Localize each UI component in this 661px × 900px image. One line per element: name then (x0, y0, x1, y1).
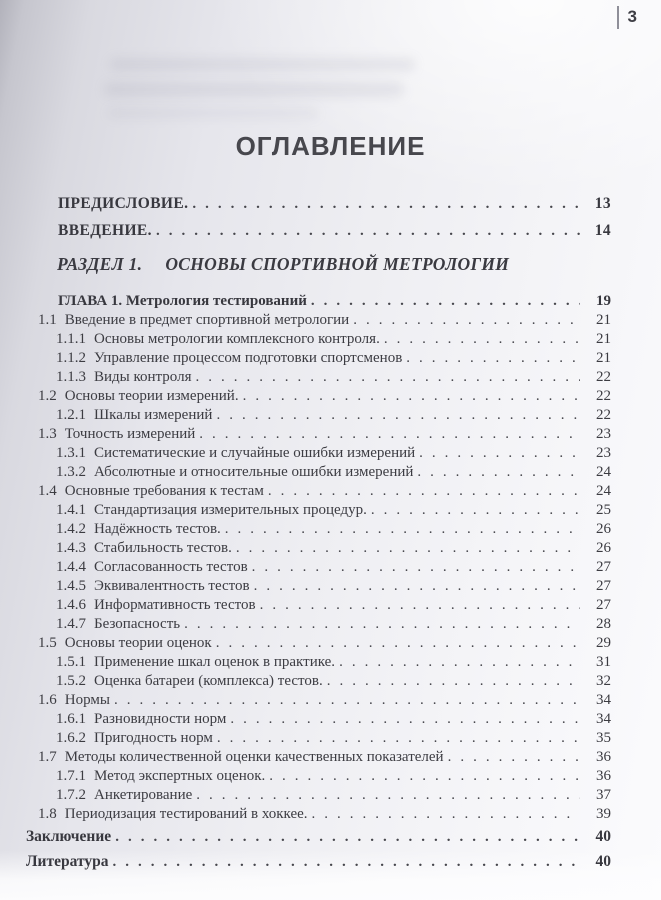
toc-entry-page-number: 26 (596, 521, 611, 537)
toc-entry-page-number: 14 (594, 222, 611, 239)
toc-entry-page-number: 21 (596, 331, 611, 347)
toc-entry-page-number: 27 (596, 559, 611, 575)
dot-leader (419, 444, 580, 463)
toc-entry-label: Применение шкал оценок в практике. (94, 654, 336, 670)
toc-entry-label: Основы теории оценок (64, 635, 212, 651)
page-corner (617, 5, 637, 29)
toc-entry (0, 805, 661, 824)
toc-entry-number: 1.1 (38, 312, 57, 328)
toc-entry (0, 311, 661, 330)
toc-entry-page-number: 22 (596, 369, 611, 385)
toc-entry-label: ГЛАВА 1. Метрология тестирований (58, 293, 307, 309)
section-heading (57, 254, 509, 275)
toc-entry-page-number: 23 (596, 426, 611, 442)
dot-leader (236, 539, 580, 558)
toc-entry-label: Анкетирование (94, 787, 193, 803)
toc-entry-number: 1.4.1 (56, 502, 86, 518)
dot-leader (112, 849, 580, 875)
dot-leader (417, 463, 580, 482)
toc-entry-number: 1.6 (38, 692, 57, 708)
toc-entry-label: Основы метрологии комплексного контроля. (94, 331, 380, 347)
toc-entry-page-number: 22 (596, 407, 611, 423)
toc-entry-label: Информативность тестов (94, 597, 256, 613)
closing-list (0, 824, 661, 874)
toc-entry (0, 653, 661, 672)
toc-entry-number: 1.2.1 (56, 407, 86, 423)
toc-entry (0, 824, 661, 849)
toc-entry (0, 596, 661, 615)
toc-entry (0, 615, 661, 634)
dot-leader (339, 653, 580, 672)
dot-leader (114, 691, 580, 710)
toc-entry (0, 217, 661, 244)
toc-entry (0, 425, 661, 444)
dot-leader (252, 558, 580, 577)
toc-entry-page-number: 34 (596, 711, 611, 727)
toc-entry-label: Систематические и случайные ошибки измерений (94, 445, 416, 461)
toc-entry (0, 406, 661, 425)
dot-leader (311, 292, 580, 311)
toc-entry-page-number: 32 (596, 673, 611, 689)
toc-entry-number: 1.1.3 (56, 369, 86, 385)
toc-entry-label: Введение в предмет спортивной метрологии (64, 312, 350, 328)
toc-entry-page-number: 22 (596, 388, 611, 404)
toc-entry-label: Безопасность (94, 616, 181, 632)
toc-entry-page-number: 24 (596, 483, 611, 499)
toc-entry-page-number: 31 (596, 654, 611, 670)
dot-leader (269, 767, 580, 786)
toc-entry-number: 1.4.7 (56, 616, 86, 632)
toc-entry-label: Стабильность тестов. (94, 540, 232, 556)
dot-leader (448, 748, 580, 767)
toc-entry-page-number: 24 (596, 464, 611, 480)
toc-entry (0, 501, 661, 520)
toc-entry-number: 1.1.1 (56, 331, 86, 347)
dot-leader (371, 501, 580, 520)
corner-page-number: 3 (627, 7, 637, 26)
toc-entry-page-number: 29 (596, 635, 611, 651)
toc-entry (0, 691, 661, 710)
section-number: РАЗДЕЛ 1. (57, 254, 143, 274)
corner-divider-bar (617, 6, 619, 29)
dot-leader (406, 349, 580, 368)
toc-entry-label: Основы теории измерений. (64, 388, 239, 404)
dot-leader (195, 368, 580, 387)
section-title: ОСНОВЫ СПОРТИВНОЙ МЕТРОЛОГИИ (165, 254, 510, 274)
toc-entry-label: ВВЕДЕНИЕ. (58, 222, 152, 239)
show-through-artifact (110, 58, 415, 71)
toc-entry-label: Абсолютные и относительные ошибки измерений (94, 464, 414, 480)
toc-entry-number: 1.6.2 (56, 730, 86, 746)
toc-entry-page-number: 36 (596, 749, 611, 765)
toc-entry-number: 1.1.2 (56, 350, 86, 366)
toc-entry (0, 349, 661, 368)
toc-entry (0, 558, 661, 577)
toc-entry-page-number: 40 (595, 853, 611, 870)
toc-entry-label: Согласованность тестов (94, 559, 248, 575)
toc-entry (0, 190, 661, 217)
toc-entry-page-number: 13 (594, 195, 611, 212)
toc-entry-number: 1.4.2 (56, 521, 86, 537)
toc-entry-number: 1.8 (38, 806, 57, 822)
dot-leader (260, 596, 580, 615)
toc-entry-label: Надёжность тестов. (94, 521, 221, 537)
toc-entry (0, 710, 661, 729)
toc-entry-number: 1.7.2 (56, 787, 86, 803)
dot-leader (353, 311, 580, 330)
dot-leader (156, 217, 580, 245)
toc-entry (0, 292, 661, 311)
toc-entry-label: Точность измерений (64, 426, 196, 442)
toc-entry (0, 368, 661, 387)
dot-leader (216, 634, 580, 653)
toc-entry-page-number: 21 (596, 312, 611, 328)
dot-leader (216, 406, 580, 425)
toc-entry-page-number: 19 (596, 293, 611, 309)
toc-entry (0, 330, 661, 349)
toc-entry (0, 482, 661, 501)
toc-entry-page-number: 26 (596, 540, 611, 556)
toc-entry-page-number: 27 (596, 578, 611, 594)
toc-entry-number: 1.5.2 (56, 673, 86, 689)
toc-entry-label: Заключение (26, 828, 112, 845)
toc-entry-page-number: 25 (596, 502, 611, 518)
toc-entry (0, 634, 661, 653)
toc-entry-number: 1.6.1 (56, 711, 86, 727)
toc-entry-label: Пригодность норм (94, 730, 213, 746)
dot-leader (225, 520, 580, 539)
toc-entry (0, 539, 661, 558)
toc-entry-page-number: 23 (596, 445, 611, 461)
dot-leader (384, 330, 580, 349)
toc-entry-label: Нормы (64, 692, 110, 708)
dot-leader (192, 190, 580, 218)
toc-entry (0, 387, 661, 406)
dot-leader (268, 482, 580, 501)
toc-entry-label: Стандартизация измерительных процедур. (94, 502, 367, 518)
toc-entry-label: Методы количественной оценки качественных показателей (64, 749, 444, 765)
dot-leader (196, 786, 580, 805)
toc-entry-number: 1.7 (38, 749, 57, 765)
toc-entry-label: Шкалы измерений (94, 407, 213, 423)
toc-entry-label: Оценка батареи (комплекса) тестов. (94, 673, 323, 689)
toc-entry-label: Управление процессом подготовки спортсменов (94, 350, 403, 366)
toc-entry (0, 672, 661, 691)
toc-entry-number: 1.4 (38, 483, 57, 499)
toc-entry (0, 729, 661, 748)
toc-entry-page-number: 37 (596, 787, 611, 803)
toc-entry-number: 1.5.1 (56, 654, 86, 670)
dot-leader (230, 710, 580, 729)
dot-leader (312, 805, 580, 824)
toc-entry-number: 1.4.5 (56, 578, 86, 594)
toc-entry-page-number: 28 (596, 616, 611, 632)
toc-entry-page-number: 36 (596, 768, 611, 784)
toc-entry-number: 1.5 (38, 635, 57, 651)
toc-entry-number: 1.7.1 (56, 768, 86, 784)
toc-entry-page-number: 40 (595, 828, 611, 845)
dot-leader (327, 672, 580, 691)
front-matter-list (0, 190, 661, 244)
toc-title: ОГЛАВЛЕНИЕ (235, 131, 426, 161)
dot-leader (254, 577, 580, 596)
toc-entry-label: Основные требования к тестам (64, 483, 264, 499)
toc-entry-number: 1.4.4 (56, 559, 86, 575)
toc-entry (0, 463, 661, 482)
toc-entry (0, 577, 661, 596)
toc-entry-number: 1.3.2 (56, 464, 86, 480)
toc-entry-number: 1.3 (38, 426, 57, 442)
toc-entry (0, 520, 661, 539)
toc-entry-label: Литература (26, 853, 109, 870)
toc-entry-number: 1.3.1 (56, 445, 86, 461)
show-through-artifact (108, 108, 318, 118)
toc-entry-number: 1.4.3 (56, 540, 86, 556)
show-through-artifact (104, 82, 404, 97)
toc-entry-label: ПРЕДИСЛОВИЕ. (58, 195, 189, 212)
toc-entry (0, 444, 661, 463)
toc-entry-label: Разновидности норм (94, 711, 227, 727)
toc-entry-label: Эквивалентность тестов (94, 578, 250, 594)
toc-entry-label: Виды контроля (94, 369, 192, 385)
toc-entry-page-number: 27 (596, 597, 611, 613)
toc-entry-page-number: 39 (596, 806, 611, 822)
toc-entry-label: Метод экспертных оценок. (94, 768, 266, 784)
dot-leader (115, 824, 580, 850)
toc-entry-page-number: 35 (596, 730, 611, 746)
toc-entry-page-number: 21 (596, 350, 611, 366)
toc-entries-list (0, 292, 661, 824)
toc-entry (0, 849, 661, 874)
dot-leader (243, 387, 580, 406)
toc-entry-label: Периодизация тестирований в хоккее. (64, 806, 308, 822)
toc-entry (0, 786, 661, 805)
dot-leader (184, 615, 580, 634)
toc-entry-page-number: 34 (596, 692, 611, 708)
toc-entry (0, 748, 661, 767)
toc-entry-number: 1.4.6 (56, 597, 86, 613)
dot-leader (217, 729, 580, 748)
toc-entry (0, 767, 661, 786)
toc-entry-number: 1.2 (38, 388, 57, 404)
dot-leader (199, 425, 580, 444)
